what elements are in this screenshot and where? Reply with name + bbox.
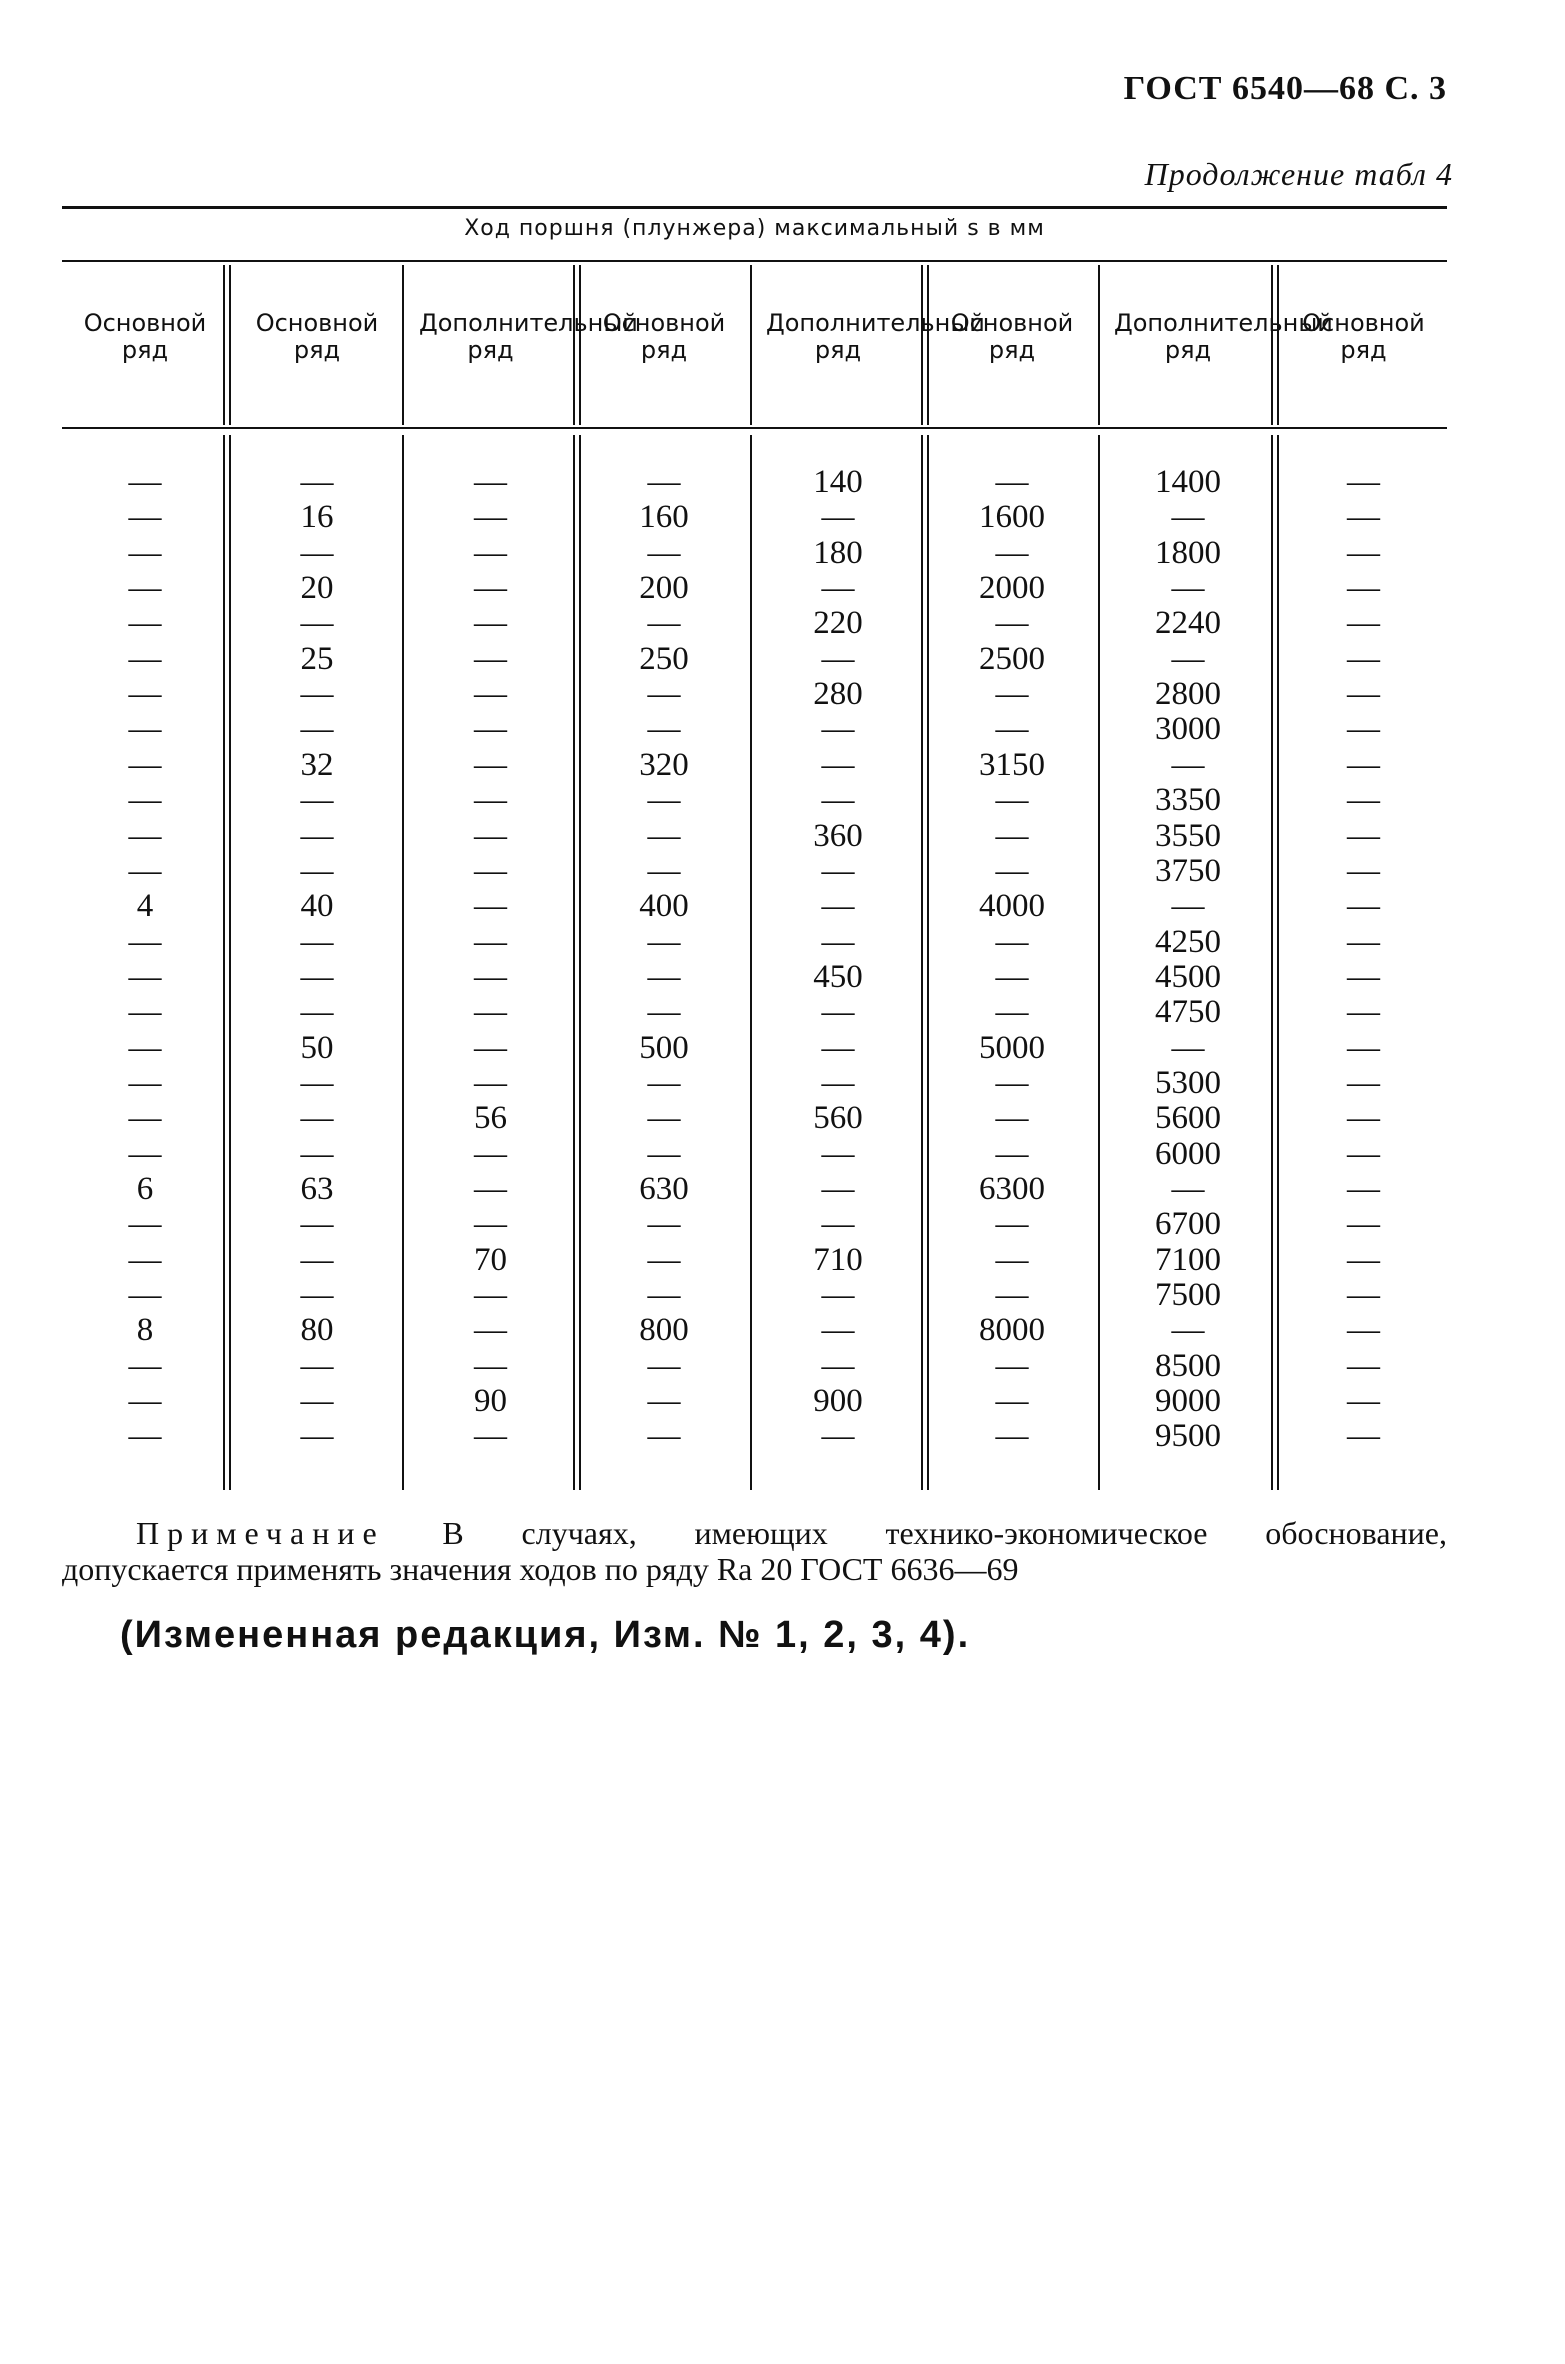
table-cell: 900: [813, 1383, 863, 1420]
table-cell: —: [300, 676, 334, 713]
table-cell: —: [300, 1347, 334, 1384]
table-cell: 560: [813, 1100, 863, 1137]
caption-rule: [62, 260, 1447, 262]
table-cell: —: [821, 888, 855, 925]
table-cell: —: [1347, 1064, 1380, 1101]
table-cell: 450: [813, 958, 863, 995]
table-cell: —: [821, 746, 855, 783]
table-cell: —: [1171, 1171, 1205, 1207]
table-cell: —: [128, 605, 162, 642]
table-cell: —: [1347, 1347, 1380, 1384]
table-cell: 8000: [979, 1312, 1045, 1349]
table-cell: —: [128, 782, 162, 819]
table-cell: 2000: [979, 570, 1045, 607]
table-cell: —: [821, 1064, 855, 1101]
table-cell: —: [300, 1064, 334, 1101]
table-cell: —: [128, 1383, 162, 1420]
table-cell: 5300: [1155, 1064, 1221, 1101]
table-cell: —: [647, 1277, 681, 1314]
table-cell: —: [128, 958, 162, 995]
table-cell: —: [1171, 888, 1205, 925]
table-cell: —: [821, 1347, 855, 1384]
table-cell: —: [995, 605, 1029, 642]
table-cell: —: [128, 1241, 162, 1278]
table-cell: —: [128, 1206, 162, 1243]
table-cell: —: [821, 1171, 855, 1207]
note-text-line-1: В случаях, имеющих технико-экономическое обоснование,: [442, 1515, 1448, 1551]
table-cell: —: [300, 852, 334, 889]
table-cell: —: [1347, 817, 1380, 854]
table-cell: —: [647, 1206, 681, 1243]
table-cell: 360: [813, 817, 863, 854]
table-cell: 56: [474, 1100, 507, 1137]
table-cell: —: [474, 1206, 507, 1243]
table-cell: —: [128, 640, 162, 677]
table-cell: —: [995, 711, 1029, 748]
table-cell: 70: [474, 1241, 507, 1278]
table-cell: —: [647, 1100, 681, 1137]
table-cell: —: [995, 1383, 1029, 1420]
table-cell: 9500: [1155, 1418, 1221, 1455]
table-cell: —: [128, 923, 162, 960]
table-cell: —: [821, 1312, 855, 1349]
table-cell: —: [300, 958, 334, 995]
table-cell: —: [995, 1277, 1029, 1314]
table-cell: 80: [300, 1312, 334, 1349]
table-cell: —: [128, 534, 162, 571]
table-cell: —: [300, 711, 334, 748]
table-cell: —: [474, 1347, 507, 1384]
table-cell: —: [1347, 676, 1380, 713]
table-cell: 710: [813, 1241, 863, 1278]
table-cell: —: [474, 534, 507, 571]
table-cell: —: [995, 1347, 1029, 1384]
table-cell: —: [1171, 746, 1205, 783]
table-cell: —: [474, 852, 507, 889]
table-cell: —: [995, 464, 1029, 500]
table-cell: —: [128, 499, 162, 536]
table-cell: —: [995, 1100, 1029, 1137]
table-cell: —: [647, 676, 681, 713]
table-cell: —: [1347, 1383, 1380, 1420]
table-cell: 4250: [1155, 923, 1221, 960]
table-cell: 9000: [1155, 1383, 1221, 1420]
table-cell: 25: [300, 640, 334, 677]
table-cell: 4: [136, 888, 154, 925]
table-cell: —: [474, 711, 507, 748]
table-cell: 90: [474, 1383, 507, 1420]
table-cell: —: [647, 605, 681, 642]
table-cell: —: [474, 640, 507, 677]
table-cell: —: [995, 782, 1029, 819]
column-divider-line: [229, 435, 231, 1490]
table-cell: 8: [136, 1312, 154, 1349]
table-cell: 6000: [1155, 1135, 1221, 1172]
table-cell: —: [647, 1241, 681, 1278]
table-cell: 1600: [979, 499, 1045, 536]
table-cell: 4000: [979, 888, 1045, 925]
table-cell: —: [474, 1029, 507, 1066]
table-cell: 180: [813, 534, 863, 571]
table-cell: —: [647, 1418, 681, 1455]
column-header: Основной ряд: [950, 309, 1074, 364]
table-cell: —: [128, 1418, 162, 1455]
table-cell: —: [300, 782, 334, 819]
column-header: Дополнительный ряд: [1114, 309, 1333, 364]
table-cell: —: [1171, 640, 1205, 677]
table-cell: 2800: [1155, 676, 1221, 713]
table-cell: —: [1171, 1312, 1205, 1349]
table-cell: —: [647, 994, 681, 1031]
table-cell: —: [1347, 1171, 1380, 1207]
table-cell: —: [474, 676, 507, 713]
table-cell: —: [474, 1064, 507, 1101]
column-header: Основной ряд: [1302, 309, 1425, 364]
table-cell: 3750: [1155, 852, 1221, 889]
column-header: Основной ряд: [83, 309, 207, 364]
table-cell: —: [647, 534, 681, 571]
table-cell: —: [474, 782, 507, 819]
table-cell: 3350: [1155, 782, 1221, 819]
table-cell: —: [1347, 640, 1380, 677]
table-cell: —: [1347, 1418, 1380, 1455]
table-cell: —: [1347, 464, 1380, 500]
table-cell: —: [995, 817, 1029, 854]
table-cell: —: [1347, 958, 1380, 995]
table-cell: —: [647, 1064, 681, 1101]
table-cell: 3000: [1155, 711, 1221, 748]
amendment-notice: (Измененная редакция, Изм. № 1, 2, 3, 4).: [120, 1614, 971, 1656]
table-cell: 6300: [979, 1171, 1045, 1207]
table-cell: 220: [813, 605, 863, 642]
column-divider-line: [229, 265, 231, 425]
table-cell: —: [300, 1135, 334, 1172]
table-cell: 6700: [1155, 1206, 1221, 1243]
table-cell: —: [300, 605, 334, 642]
table-cell: —: [1347, 1029, 1380, 1066]
table-cell: 5000: [979, 1029, 1045, 1066]
table-cell: —: [821, 1418, 855, 1455]
table-cell: 2240: [1155, 605, 1221, 642]
table-cell: —: [647, 1135, 681, 1172]
table-cell: —: [1347, 1100, 1380, 1137]
table-cell: 800: [639, 1312, 689, 1349]
table-cell: —: [1347, 570, 1380, 607]
table-cell: 40: [300, 888, 334, 925]
header-bottom-rule: [62, 427, 1447, 429]
table-cell: —: [474, 994, 507, 1031]
table-cell: 8500: [1155, 1347, 1221, 1384]
table-cell: —: [474, 499, 507, 536]
table-cell: —: [474, 1135, 507, 1172]
note-text-line-2: допускается применять значения ходов по ряду Ra 20 ГОСТ 6636—69: [62, 1551, 1019, 1587]
table-cell: —: [128, 1029, 162, 1066]
table-cell: —: [995, 676, 1029, 713]
table-cell: —: [128, 464, 162, 500]
table-cell: —: [300, 534, 334, 571]
table-cell: —: [995, 534, 1029, 571]
table-cell: —: [821, 994, 855, 1031]
table-cell: —: [300, 994, 334, 1031]
table-cell: —: [995, 923, 1029, 960]
table-cell: —: [300, 1206, 334, 1243]
table-cell: —: [128, 1064, 162, 1101]
table-cell: —: [821, 782, 855, 819]
table-cell: —: [995, 1064, 1029, 1101]
table-cell: 1800: [1155, 534, 1221, 571]
table-cell: —: [995, 994, 1029, 1031]
table-cell: 3550: [1155, 817, 1221, 854]
table-cell: 630: [639, 1171, 689, 1207]
table-cell: —: [128, 1100, 162, 1137]
table-cell: —: [474, 605, 507, 642]
table-cell: —: [821, 499, 855, 536]
table-caption: Ход поршня (плунжера) максимальный s в мм: [464, 216, 1045, 241]
table-cell: 32: [300, 746, 334, 783]
table-cell: —: [995, 852, 1029, 889]
table-cell: —: [474, 923, 507, 960]
table-cell: —: [647, 923, 681, 960]
table-cell: —: [474, 1277, 507, 1314]
table-cell: —: [821, 923, 855, 960]
table-cell: —: [474, 1171, 507, 1207]
table-cell: —: [1347, 888, 1380, 925]
column-divider-line: [402, 435, 404, 1490]
table-cell: —: [1347, 923, 1380, 960]
table-cell: —: [1347, 1135, 1380, 1172]
column-divider-line: [402, 265, 404, 425]
table-cell: —: [128, 994, 162, 1031]
table-cell: —: [995, 1135, 1029, 1172]
table-cell: —: [1347, 782, 1380, 819]
table-cell: —: [995, 1206, 1029, 1243]
table-cell: —: [1347, 1312, 1380, 1349]
table-cell: 140: [813, 464, 863, 500]
table-cell: —: [474, 1312, 507, 1349]
table-cell: —: [300, 817, 334, 854]
table-cell: —: [474, 1418, 507, 1455]
table-cell: 160: [639, 499, 689, 536]
table-cell: —: [647, 958, 681, 995]
table-cell: —: [1347, 852, 1380, 889]
table-cell: —: [1171, 570, 1205, 607]
table-cell: —: [474, 464, 507, 500]
column-divider-line: [1277, 435, 1279, 1490]
table-cell: —: [1171, 499, 1205, 536]
table-cell: 4500: [1155, 958, 1221, 995]
table-cell: 7500: [1155, 1277, 1221, 1314]
table-cell: —: [995, 1241, 1029, 1278]
table-cell: 1400: [1155, 464, 1221, 500]
table-cell: —: [647, 464, 681, 500]
table-cell: —: [1347, 1206, 1380, 1243]
table-cell: —: [474, 817, 507, 854]
column-header: Основной ряд: [255, 309, 379, 364]
table-cell: —: [300, 1241, 334, 1278]
table-cell: —: [128, 852, 162, 889]
column-divider-line: [1277, 265, 1279, 425]
table-cell: —: [1347, 711, 1380, 748]
table-cell: —: [128, 570, 162, 607]
table-cell: —: [821, 852, 855, 889]
table-cell: —: [647, 782, 681, 819]
table-cell: —: [647, 817, 681, 854]
table-cell: —: [128, 1277, 162, 1314]
table-cell: 20: [300, 570, 334, 607]
table-cell: —: [1171, 1029, 1205, 1066]
column-header: Дополнительный ряд: [766, 309, 985, 364]
table-cell: 5600: [1155, 1100, 1221, 1137]
table-note: [62, 1515, 1447, 1587]
table-cell: 3150: [979, 746, 1045, 783]
table-cell: —: [1347, 605, 1380, 642]
table-cell: —: [821, 1135, 855, 1172]
table-cell: —: [821, 1277, 855, 1314]
table-cell: 4750: [1155, 994, 1221, 1031]
table-top-rule: [62, 206, 1447, 209]
table-cell: —: [1347, 534, 1380, 571]
table-cell: —: [300, 1100, 334, 1137]
table-cell: 500: [639, 1029, 689, 1066]
standard-page-header: ГОСТ 6540—68 С. 3: [1123, 70, 1447, 107]
table-cell: 200: [639, 570, 689, 607]
table-cell: —: [128, 676, 162, 713]
table-continuation-label: Продолжение табл 4: [1144, 156, 1453, 192]
table-cell: —: [300, 1277, 334, 1314]
table-cell: 400: [639, 888, 689, 925]
table-cell: —: [995, 1418, 1029, 1455]
table-cell: 280: [813, 676, 863, 713]
table-cell: —: [821, 1029, 855, 1066]
table-cell: 6: [136, 1171, 154, 1207]
table-cell: —: [300, 1383, 334, 1420]
table-cell: —: [821, 640, 855, 677]
table-cell: —: [821, 570, 855, 607]
table-cell: —: [1347, 1277, 1380, 1314]
table-cell: —: [647, 1383, 681, 1420]
table-cell: —: [474, 746, 507, 783]
table-cell: —: [821, 711, 855, 748]
table-cell: —: [821, 1206, 855, 1243]
column-header: Основной ряд: [602, 309, 726, 364]
table-cell: —: [1347, 746, 1380, 783]
table-cell: —: [1347, 1241, 1380, 1278]
table-cell: —: [647, 852, 681, 889]
column-header: Дополнительный ряд: [419, 309, 638, 364]
table-cell: 16: [300, 499, 334, 536]
table-cell: —: [128, 746, 162, 783]
table-cell: —: [300, 923, 334, 960]
table-cell: 50: [300, 1029, 334, 1066]
table-cell: 320: [639, 746, 689, 783]
table-cell: —: [300, 1418, 334, 1455]
table-cell: —: [128, 1135, 162, 1172]
table-cell: —: [1347, 994, 1380, 1031]
table-cell: —: [128, 1347, 162, 1384]
note-label: Примечание: [136, 1515, 385, 1551]
table-cell: —: [995, 958, 1029, 995]
table-cell: —: [300, 464, 334, 500]
table-cell: —: [474, 958, 507, 995]
table-cell: 63: [300, 1171, 334, 1207]
table-cell: —: [1347, 499, 1380, 536]
table-cell: 250: [639, 640, 689, 677]
table-cell: —: [474, 570, 507, 607]
table-cell: 2500: [979, 640, 1045, 677]
table-cell: —: [647, 711, 681, 748]
table-cell: 7100: [1155, 1241, 1221, 1278]
table-cell: —: [128, 711, 162, 748]
table-cell: —: [474, 888, 507, 925]
table-cell: —: [647, 1347, 681, 1384]
table-cell: —: [128, 817, 162, 854]
